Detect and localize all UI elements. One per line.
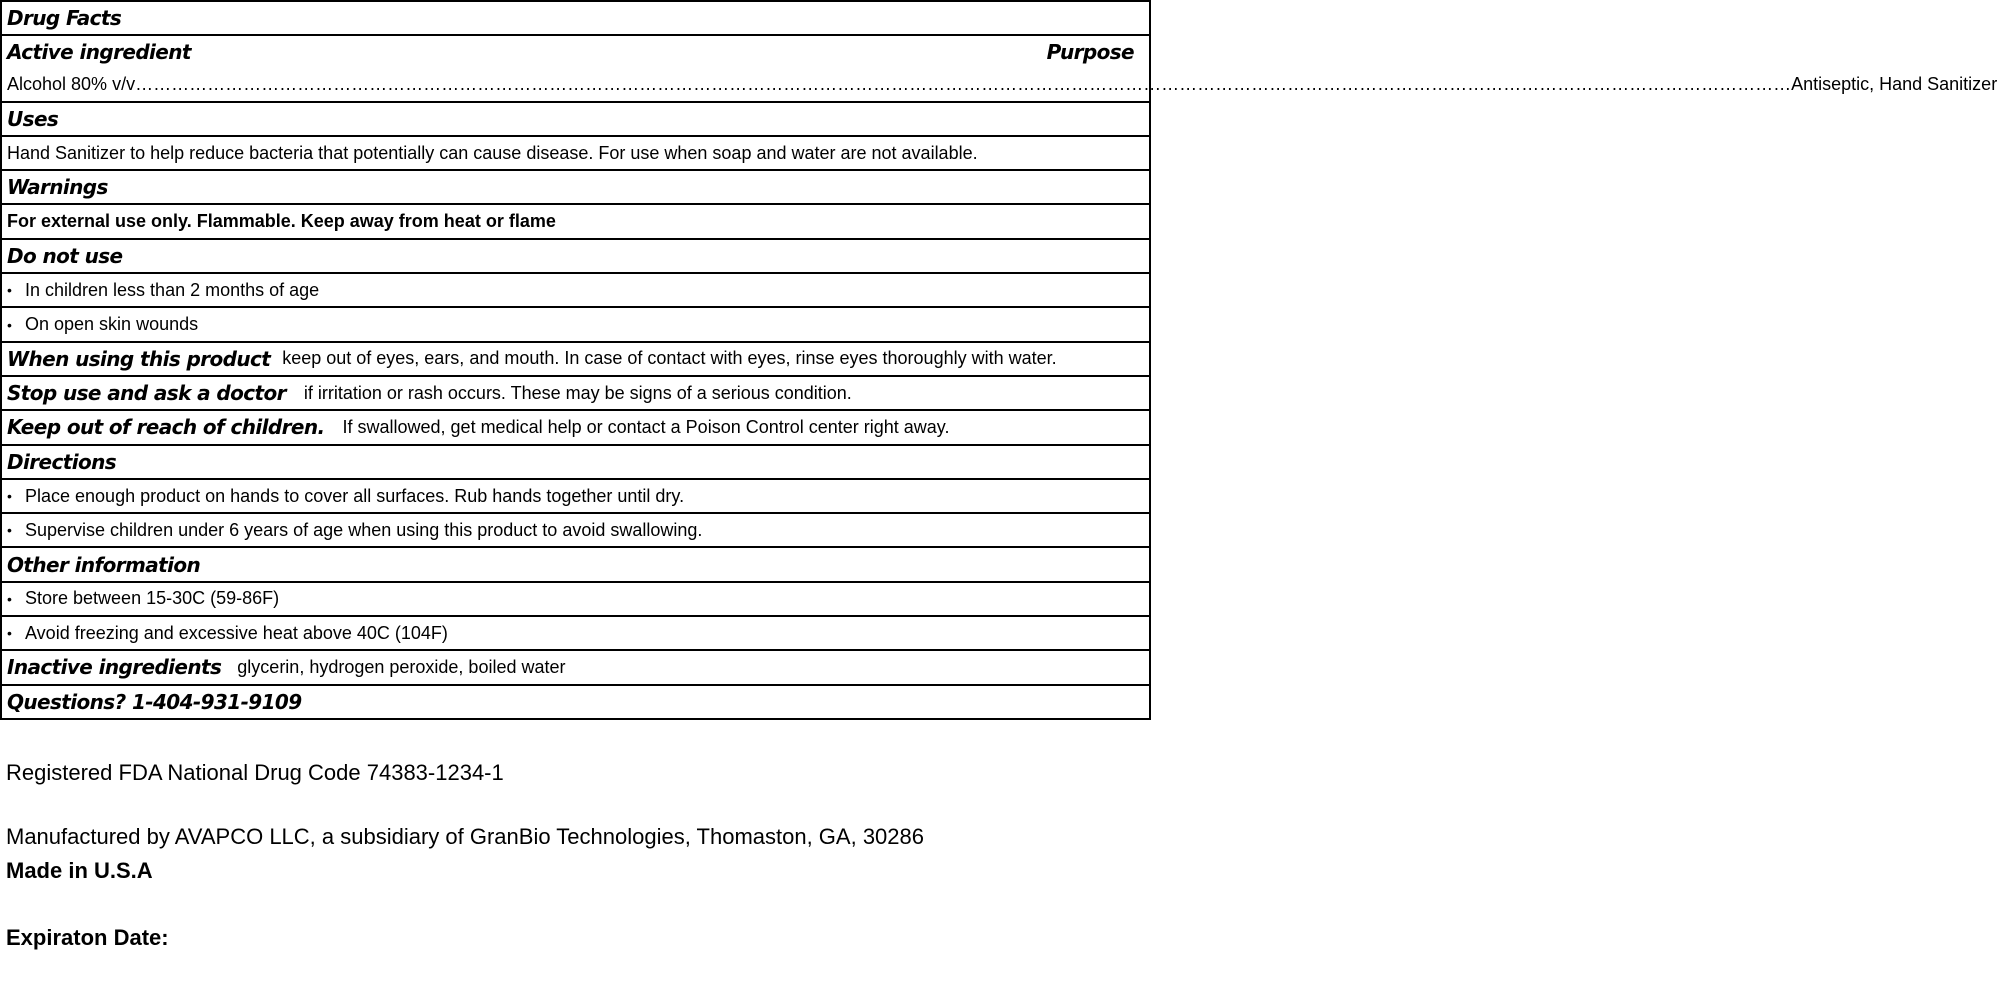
other-info-heading: Other information: [7, 552, 201, 577]
bullet-icon: •: [7, 488, 12, 504]
drug-facts-title: Drug Facts: [7, 6, 122, 31]
stop-use-row: [2, 377, 1149, 411]
list-item: [2, 583, 1149, 617]
list-item: [2, 617, 1149, 651]
when-using-row: [2, 343, 1149, 377]
made-in-text: Made in U.S.A: [6, 858, 153, 883]
directions-heading-row: [2, 446, 1149, 480]
other-info-heading-row: [2, 548, 1149, 582]
bullet-icon: •: [7, 282, 12, 299]
questions-row: [2, 686, 1149, 720]
uses-row: [2, 137, 1149, 171]
expiration-label: Expiraton Date:: [6, 925, 169, 950]
warnings-text: For external use only. Flammable. Keep away from heat or flame: [7, 211, 556, 232]
other-info-item: Store between 15-30C (59-86F): [25, 588, 280, 609]
bullet-icon: •: [7, 522, 12, 539]
warnings-heading-row: [2, 171, 1149, 205]
warnings-row: [2, 205, 1149, 239]
do-not-use-heading-row: [2, 240, 1149, 274]
inactive-heading: Inactive ingredients: [7, 655, 222, 680]
list-item: [2, 480, 1149, 514]
list-item: [2, 308, 1149, 342]
active-ingredient: Alcohol 80% v/v: [7, 73, 136, 94]
warnings-heading: Warnings: [7, 175, 108, 200]
stop-use-heading: Stop use and ask a doctor: [7, 381, 286, 406]
when-using-text: keep out of eyes, ears, and mouth. In case of contact with eyes, rinse eyes thoroughly with water.: [282, 348, 1057, 369]
bullet-icon: •: [7, 590, 12, 607]
purpose: Antiseptic, Hand Sanitizer: [1791, 73, 1997, 94]
questions-text: Questions? 1-404-931-9109: [7, 689, 302, 714]
when-using-heading: When using this product: [7, 346, 271, 371]
inactive-row: [2, 651, 1149, 685]
bullet-icon: •: [7, 316, 12, 333]
bullet-icon: •: [7, 625, 12, 642]
list-item: [2, 274, 1149, 308]
keep-out-text: If swallowed, get medical help or contact a Poison Control center right away.: [342, 416, 950, 437]
stop-use-text: if irritation or rash occurs. These may be signs of a serious condition.: [303, 382, 852, 403]
do-not-use-heading: Do not use: [7, 243, 123, 268]
list-item: [2, 514, 1149, 548]
active-ingredient-heading: Active ingredient: [7, 40, 191, 65]
drug-facts-title-row: [2, 2, 1149, 36]
do-not-use-item: In children less than 2 months of age: [25, 279, 320, 300]
uses-heading-row: [2, 103, 1149, 137]
keep-out-heading: Keep out of reach of children.: [7, 415, 325, 440]
other-info-item: Avoid freezing and excessive heat above 40C (104F): [25, 622, 448, 643]
do-not-use-item: On open skin wounds: [25, 314, 199, 335]
keep-out-row: [2, 411, 1149, 445]
manufacturer-text: Manufactured by AVAPCO LLC, a subsidiary of GranBio Technologies, Thomaston, GA, 30286: [6, 824, 924, 849]
purpose-heading: Purpose: [1046, 40, 1134, 65]
uses-text: Hand Sanitizer to help reduce bacteria that potentially can cause disease. For use when soap and water are not available.: [7, 142, 978, 163]
uses-heading: Uses: [7, 106, 59, 131]
active-ingredient-row: [2, 68, 1997, 102]
inactive-text: glycerin, hydrogen peroxide, boiled water: [237, 656, 566, 677]
dot-leader: ……………………………………………………………………………………………………………………………………………………………………………………………………………………………………………………: [135, 73, 1792, 94]
directions-item: Place enough product on hands to cover all surfaces. Rub hands together until dry.: [25, 485, 685, 506]
directions-item: Supervise children under 6 years of age when using this product to avoid swallowing.: [25, 519, 703, 540]
directions-heading: Directions: [7, 449, 117, 474]
active-ingredient-header-row: [2, 36, 1149, 68]
ndc-text: Registered FDA National Drug Code 74383-1234-1: [6, 760, 504, 785]
